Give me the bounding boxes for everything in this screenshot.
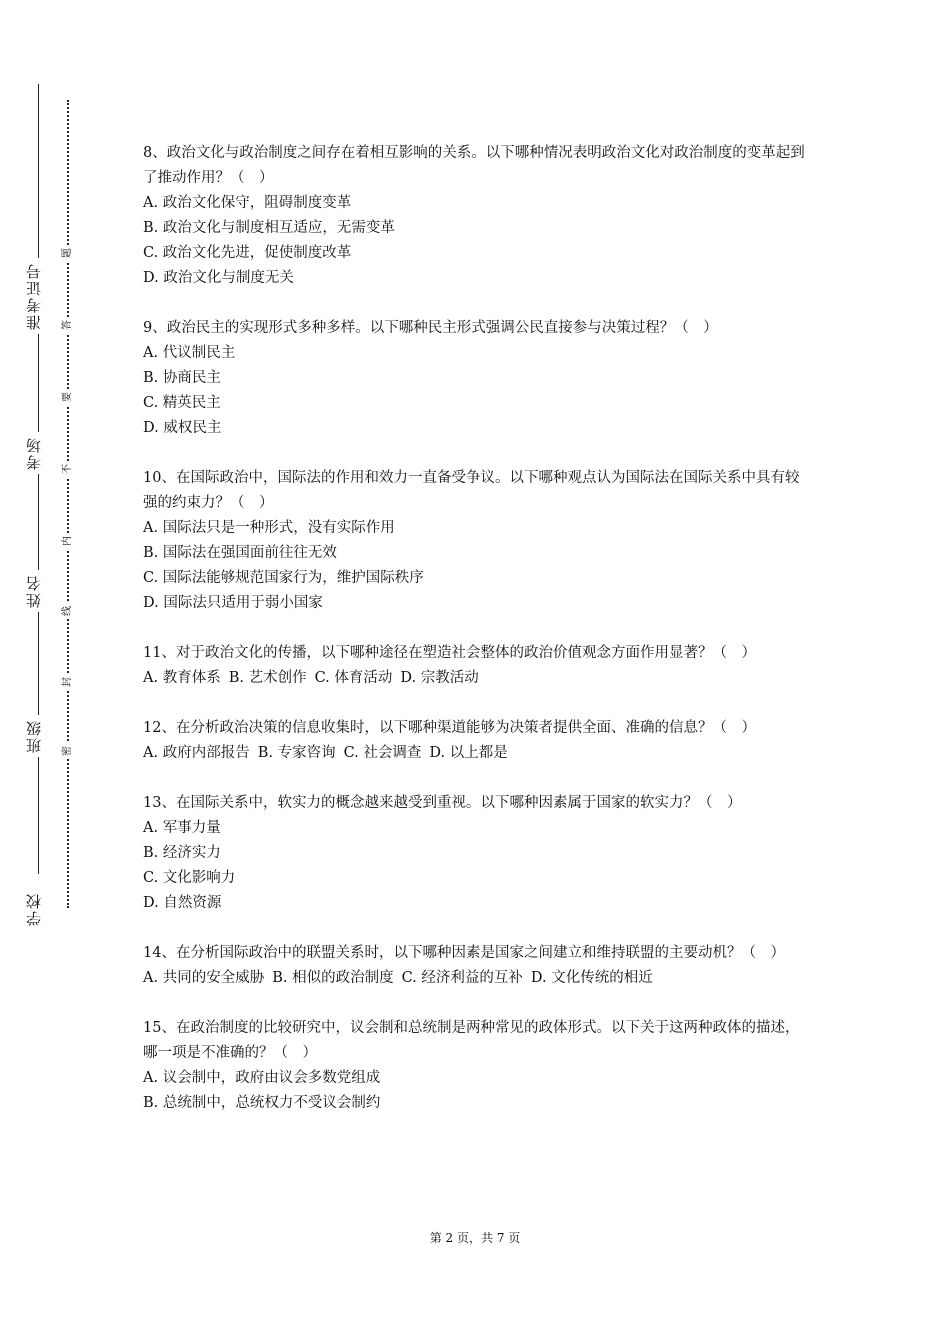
seal-char: 不	[61, 461, 75, 477]
option-a: A. 军事力量	[143, 820, 221, 836]
seal-char: 要	[61, 389, 75, 405]
question-stem: 10、在国际政治中，国际法的作用和效力一直备受争议。以下哪种观点认为国际法在国际关系中具有较强的约束力？（ ）	[143, 470, 800, 511]
option-b: B. 相似的政治制度	[272, 970, 394, 986]
option-c: C. 精英民主	[143, 395, 221, 411]
question-15	[143, 1016, 811, 1116]
option-c: C. 文化影响力	[143, 870, 236, 886]
class-label: 班级	[22, 715, 46, 757]
question-14	[143, 941, 811, 991]
option-a: A. 国际法只是一种形式，没有实际作用	[143, 520, 395, 536]
option-d: D. 自然资源	[143, 895, 222, 911]
question-8	[143, 141, 811, 291]
seal-char: 线	[61, 603, 75, 619]
page-footer: 第 2 页，共 7 页	[429, 1231, 521, 1245]
option-a: A. 议会制中，政府由议会多数党组成	[143, 1070, 381, 1086]
school-label: 学校	[22, 888, 46, 930]
binding-margin	[0, 0, 110, 1344]
seal-dotted-line	[67, 100, 69, 908]
option-b: B. 政治文化与制度相互适应，无需变革	[143, 220, 395, 236]
option-b: B. 国际法在强国面前往往无效	[143, 545, 337, 561]
seal-char: 答	[61, 317, 75, 333]
option-c: C. 经济利益的互补	[401, 970, 523, 986]
seal-char: 题	[61, 245, 75, 261]
exam-id-label: 准考证号	[22, 258, 46, 334]
question-stem: 12、在分析政治决策的信息收集时，以下哪种渠道能够为决策者提供全面、准确的信息？（ ）	[143, 720, 756, 736]
seal-char: 密	[61, 743, 75, 759]
question-13	[143, 791, 811, 916]
option-b: B. 协商民主	[143, 370, 221, 386]
option-a: A. 代议制民主	[143, 345, 236, 361]
option-d: D. 政治文化与制度无关	[143, 270, 294, 286]
option-a: A. 共同的安全威胁	[143, 970, 265, 986]
inline-options	[143, 966, 811, 991]
option-d: D. 文化传统的相近	[530, 970, 653, 986]
option-c: C. 社会调查	[343, 745, 422, 761]
option-d: D. 以上都是	[429, 745, 508, 761]
name-label: 姓名	[22, 570, 46, 612]
option-a: A. 教育体系	[143, 670, 221, 686]
option-a: A. 政治文化保守，阻碍制度变革	[143, 195, 352, 211]
question-stem: 11、对于政治文化的传播，以下哪种途径在塑造社会整体的政治价值观念方面作用显著？（ ）	[143, 645, 756, 661]
option-c: C. 国际法能够规范国家行为，维护国际秩序	[143, 570, 424, 586]
question-9	[143, 316, 811, 441]
question-stem: 8、政治文化与政治制度之间存在着相互影响的关系。以下哪种情况表明政治文化对政治制度的变革起到了推动作用？（ ）	[143, 145, 805, 186]
question-stem: 15、在政治制度的比较研究中，议会制和总统制是两种常见的政体形式。以下关于这两种政体的描述，哪一项是不准确的？（ ）	[143, 1020, 800, 1061]
question-stem: 13、在国际关系中，软实力的概念越来越受到重视。以下哪种因素属于国家的软实力？（ ）	[143, 795, 742, 811]
inline-options	[143, 741, 811, 766]
option-b: B. 艺术创作	[228, 670, 307, 686]
option-d: D. 国际法只适用于弱小国家	[143, 595, 323, 611]
option-b: B. 总统制中，总统权力不受议会制约	[143, 1095, 381, 1111]
option-a: A. 政府内部报告	[143, 745, 250, 761]
option-d: D. 宗教活动	[400, 670, 479, 686]
option-b: B. 专家咨询	[257, 745, 336, 761]
question-11	[143, 641, 811, 691]
question-stem: 9、政治民主的实现形式多种多样。以下哪种民主形式强调公民直接参与决策过程？（ ）	[143, 320, 718, 336]
question-10	[143, 466, 811, 616]
seal-char: 内	[61, 533, 75, 549]
question-list	[143, 141, 811, 1141]
option-d: D. 威权民主	[143, 420, 222, 436]
seal-char: 封	[61, 674, 75, 690]
option-b: B. 经济实力	[143, 845, 221, 861]
question-stem: 14、在分析国际政治中的联盟关系时，以下哪种因素是国家之间建立和维持联盟的主要动机？（ ）	[143, 945, 785, 961]
option-c: C. 体育活动	[314, 670, 393, 686]
inline-options	[143, 666, 811, 691]
option-c: C. 政治文化先进，促使制度改革	[143, 245, 352, 261]
question-12	[143, 716, 811, 766]
exam-room-label: 考场	[22, 432, 46, 474]
